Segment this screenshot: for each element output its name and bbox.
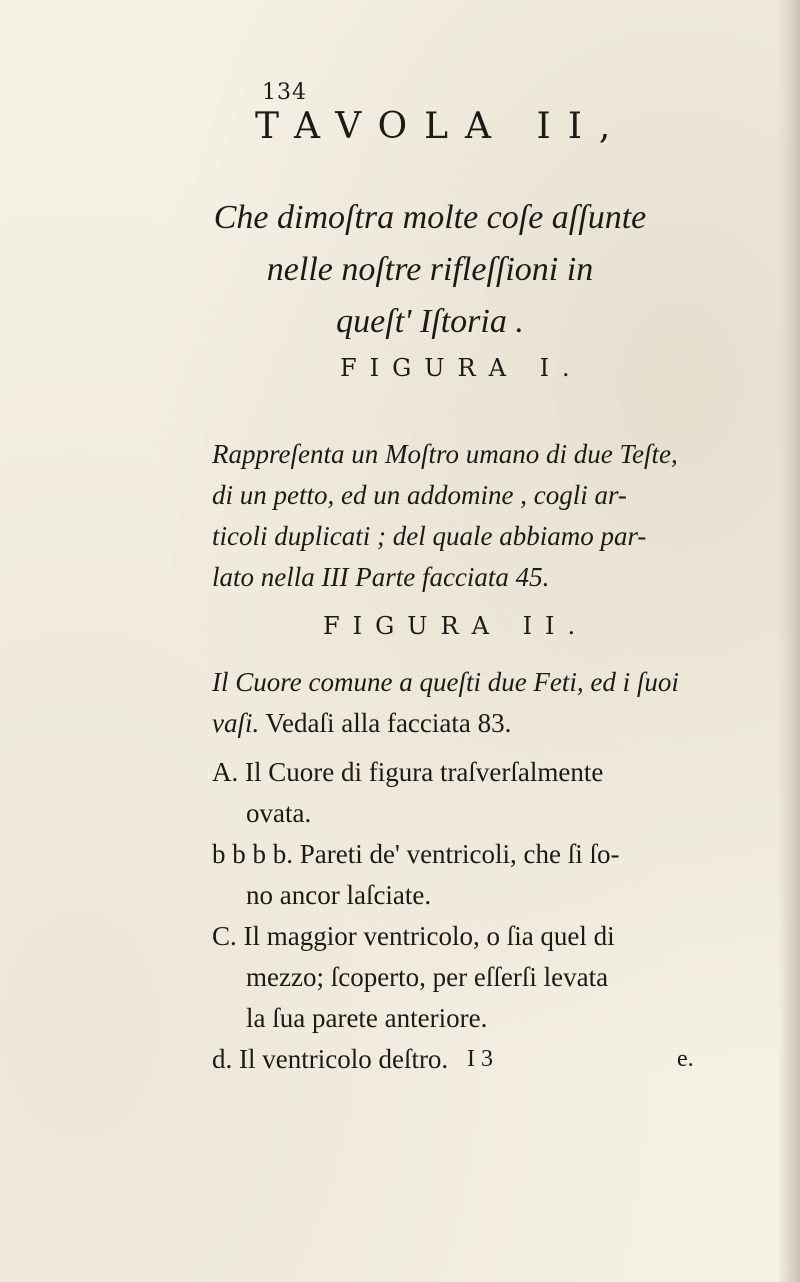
description-line: ticoli duplicati ; del quale abbiamo par-: [212, 521, 647, 551]
legend-line: no ancor laſciate.: [246, 880, 432, 910]
legend-line: la ſua parete anteriore.: [246, 1003, 488, 1033]
description-line: Il Cuore comune a queſti due Feti, ed i ſuoi: [212, 667, 679, 697]
figure-legend: [212, 752, 620, 1080]
description-italic-part: vaſi.: [212, 708, 260, 738]
plate-subtitle: [150, 192, 710, 348]
description-roman-part: Vedaſi alla facciata 83.: [259, 708, 512, 738]
description-line: di un petto, ed un addomine , cogli ar-: [212, 480, 627, 510]
legend-line: b b b b. Pareti de' ventricoli, che ſi ſo-: [212, 839, 620, 869]
subtitle-line: nelle noſtre rifleſſioni in: [266, 251, 594, 288]
legend-line: mezzo; ſcoperto, per eſſerſi levata: [246, 962, 609, 992]
figure-1-description: [212, 434, 678, 598]
plate-title: TAVOLA II,: [255, 106, 628, 147]
figure-2-heading: FIGURA II.: [323, 612, 589, 640]
subtitle-line: Che dimoſtra molte coſe aſſunte: [213, 199, 647, 236]
page-number: 134: [262, 80, 307, 105]
subtitle-line: queſt' Iſtoria .: [336, 303, 524, 340]
page-edge-shadow: [778, 0, 800, 1282]
legend-line: d. Il ventricolo deſtro.: [212, 1044, 449, 1074]
figure-1-heading: FIGURA I.: [340, 354, 583, 382]
catchword: e.: [677, 1046, 694, 1072]
signature-mark: I 3: [467, 1046, 493, 1072]
description-line: Rappreſenta un Moſtro umano di due Teſte,: [212, 439, 678, 469]
legend-line: C. Il maggior ventricolo, o ſia quel di: [212, 921, 615, 951]
legend-line: A. Il Cuore di figura traſverſalmente: [212, 757, 604, 787]
description-line: lato nella III Parte facciata 45.: [212, 562, 550, 592]
legend-line: ovata.: [246, 798, 312, 828]
description-line: [212, 703, 679, 744]
figure-2-description: [212, 662, 679, 744]
